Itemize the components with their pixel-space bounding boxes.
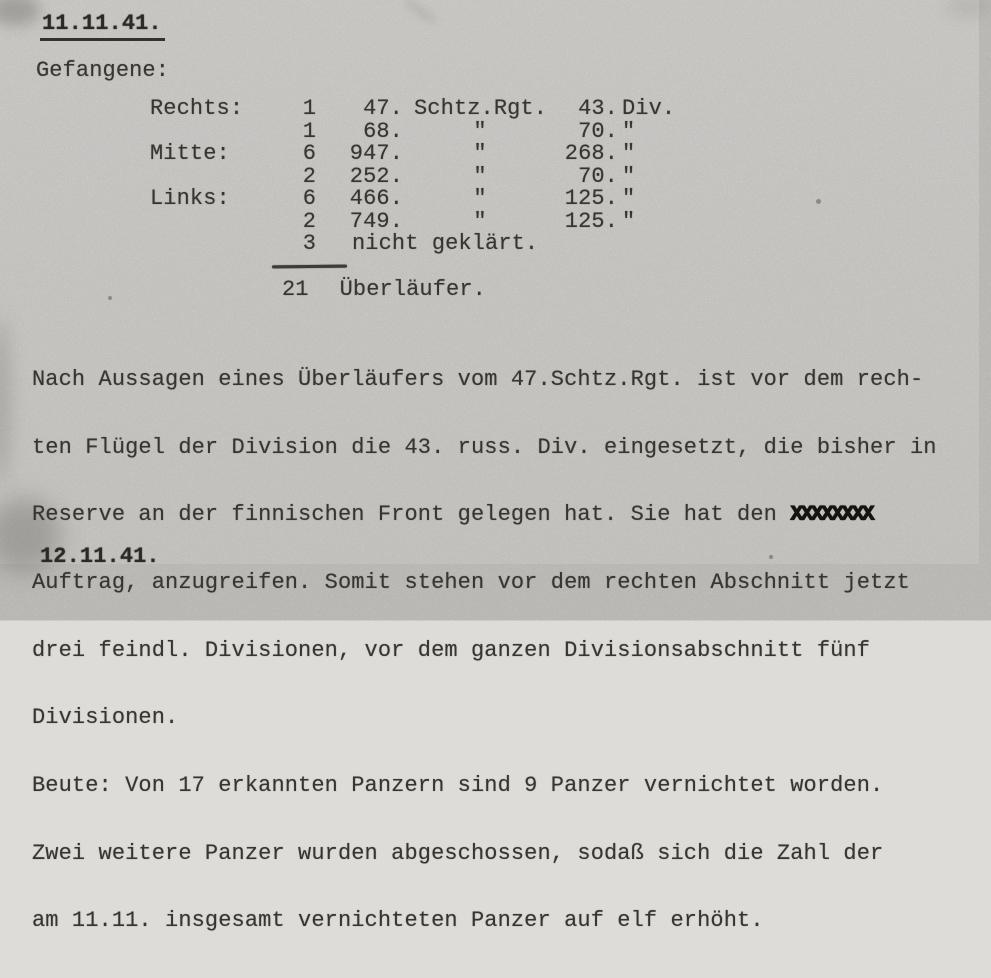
total-count: 21 <box>282 277 309 302</box>
flank-cell: Rechts: <box>150 96 244 121</box>
regiment-unit-cell: " <box>473 163 487 189</box>
total-label: Überläufer. <box>339 277 486 302</box>
text-line-fragment: Reserve an der finnischen Front gelegen hat. Sie hat den <box>32 502 791 528</box>
prisoners-table <box>150 98 678 256</box>
count-cell: 2 <box>302 163 316 189</box>
division-unit-cell: " <box>622 208 636 234</box>
paper-speck <box>108 296 112 300</box>
regiment-unit-cell: Schtz.Rgt. <box>414 96 548 121</box>
text-line: am 11.11. insgesamt vernichteten Panzer auf elf erhöht. <box>32 908 764 934</box>
paper-smudge <box>0 318 10 483</box>
regiment-number-cell: 749. <box>349 208 403 234</box>
paper-smudge <box>945 0 991 18</box>
text-line: drei feindl. Divisionen, vor dem ganzen Divisionsabschnitt fünf <box>32 637 871 663</box>
division-number-cell: 43. <box>578 96 618 121</box>
text-line: Divisionen. <box>32 705 179 731</box>
regiment-number-cell: 47. <box>363 96 403 121</box>
body-text <box>32 324 937 978</box>
regiment-number-cell: 252. <box>349 163 403 189</box>
paper-smudge <box>0 0 40 26</box>
division-number-cell: 70. <box>578 163 618 189</box>
count-cell: 3 <box>302 231 316 256</box>
next-entry-date-heading: 12.11.41. <box>40 544 160 569</box>
count-cell: 2 <box>302 208 316 234</box>
text-line: Auftrag, anzugreifen. Somit stehen vor dem rechten Abschnitt jetzt <box>32 570 910 596</box>
flank-cell <box>150 121 300 144</box>
flank-cell <box>150 211 300 234</box>
division-number-cell: 125. <box>564 186 618 211</box>
count-cell: 1 <box>302 96 316 121</box>
total-line <box>282 277 486 302</box>
flank-cell <box>150 166 300 189</box>
paper-speck <box>816 199 821 204</box>
count-cell: 6 <box>302 141 316 166</box>
division-number-cell: 268. <box>564 141 618 166</box>
paper-smudge <box>401 0 440 27</box>
prisoners-section-label: Gefangene: <box>36 58 170 83</box>
count-cell: 1 <box>302 118 316 144</box>
text-line: ten Flügel der Division die 43. russ. Div. eingesetzt, die bisher in <box>32 434 937 460</box>
text-line: Beute: Von 17 erkannten Panzern sind 9 Panzer vernichtet worden. <box>32 772 884 798</box>
regiment-number-cell: 68. <box>363 118 403 144</box>
text-line: Nach Aussagen eines Überläufers vom 47.Schtz.Rgt. ist vor dem rech- <box>32 367 924 393</box>
division-unit-cell: Div. <box>622 96 676 121</box>
division-unit-cell: " <box>622 163 636 189</box>
regiment-unit-cell: " <box>473 186 487 211</box>
flank-cell: Mitte: <box>150 141 230 166</box>
total-sum-rule <box>272 265 347 269</box>
regiment-unit-cell: " <box>473 208 487 234</box>
division-unit-cell: " <box>622 186 636 211</box>
regiment-number-cell: 466. <box>349 186 403 211</box>
entry-date-heading: 11.11.41. <box>40 11 165 41</box>
regiment-unit-cell: " <box>473 141 487 166</box>
unclear-note-cell: nicht geklärt. <box>352 231 539 256</box>
regiment-unit-cell: " <box>473 118 487 144</box>
flank-cell <box>150 233 300 256</box>
regiment-number-cell: 947. <box>349 141 403 166</box>
division-number-cell: 70. <box>578 118 618 144</box>
count-cell: 6 <box>302 186 316 211</box>
text-line: Zwei weitere Panzer wurden abgeschossen, sodaß sich die Zahl der <box>32 840 884 866</box>
flank-cell: Links: <box>150 186 230 211</box>
division-unit-cell: " <box>622 118 636 144</box>
division-number-cell: 125. <box>564 208 618 234</box>
text-line <box>32 504 937 527</box>
division-unit-cell: " <box>622 141 636 166</box>
crossed-out-text: XXXXXXXX <box>790 502 872 528</box>
